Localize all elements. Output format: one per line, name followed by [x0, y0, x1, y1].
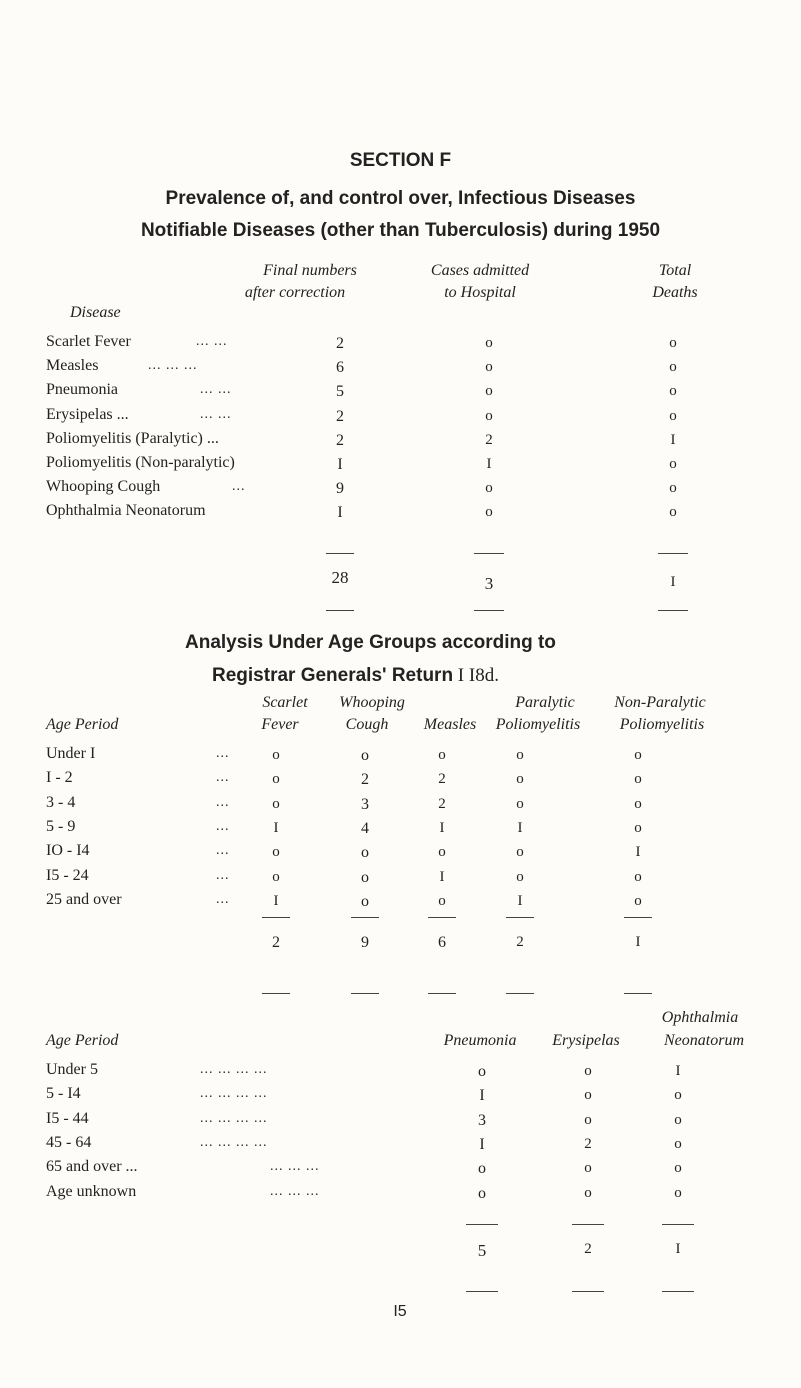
t3-row-dots: ... ... ... [270, 1183, 320, 1199]
t2-cell: 2 [361, 771, 369, 789]
t1-cell-final: I [337, 504, 343, 522]
t1-header-deaths-2: Deaths [652, 284, 698, 301]
t3-rule-bot [572, 1291, 604, 1292]
t3-row-dots: ... ... ... ... [200, 1134, 268, 1150]
t1-cell-cases: 2 [485, 431, 493, 448]
t2-cell: o [516, 844, 524, 861]
t2-row-label: I5 - 24 [46, 866, 89, 884]
t2-header-scarlet-2: Fever [261, 716, 299, 733]
t3-cell: o [478, 1063, 486, 1080]
t2-cell: I [517, 819, 523, 836]
t2-row-label: 3 - 4 [46, 793, 76, 811]
t2-cell: o [634, 747, 642, 763]
t2-total: I [635, 934, 641, 950]
t1-rule-bot-deaths [658, 610, 688, 611]
t2-cell: I [439, 868, 445, 885]
t2-cell: o [361, 868, 369, 886]
t1-row-dots: ... ... [196, 334, 228, 349]
t2-row-label: I - 2 [46, 769, 73, 787]
t3-rule-top [662, 1224, 694, 1225]
t1-cell-cases: o [485, 383, 493, 400]
section-title: SECTION F [349, 150, 452, 171]
t3-row-dots: ... ... ... [270, 1159, 320, 1175]
t2-cell: 4 [361, 819, 369, 837]
t1-cell-deaths: o [669, 383, 677, 400]
t2-header-scarlet-1: Scarlet [262, 694, 308, 711]
t2-cell: o [361, 844, 369, 862]
t3-cell: o [674, 1135, 682, 1152]
t2-header-measles: Measles [423, 716, 477, 733]
analysis-heading-bold: Registrar Generals' Return [212, 665, 454, 686]
t3-cell: o [584, 1184, 592, 1201]
t1-total-final: 28 [331, 568, 349, 587]
t2-cell: I [517, 892, 523, 909]
t2-row-dots: ... [216, 746, 230, 761]
t2-cell: o [516, 868, 524, 885]
t3-cell: I [675, 1063, 681, 1079]
t1-row-label: Ophthalmia Neonatorum [46, 502, 206, 520]
t2-header-whooping-2: Cough [345, 716, 389, 733]
t1-cell-final: 6 [336, 359, 344, 377]
t2-cell: o [438, 892, 446, 909]
t1-row-label: Measles [46, 357, 99, 375]
t2-rule-bot [624, 993, 652, 994]
t2-rule-bot [506, 993, 534, 994]
t3-row-label: Age unknown [46, 1182, 137, 1200]
t1-header-final-2: after correction [244, 284, 346, 301]
t3-cell: 3 [478, 1111, 486, 1129]
t2-total: 6 [438, 934, 446, 951]
t2-rule-top [262, 917, 290, 918]
t2-row-label: IO - I4 [46, 842, 90, 860]
t3-cell: o [674, 1160, 682, 1177]
t2-row-label: Under I [46, 745, 96, 762]
t2-cell: o [272, 795, 280, 812]
t1-rule-top-final [326, 553, 354, 554]
t1-cell-cases: o [485, 359, 493, 376]
t2-cell: o [438, 844, 446, 861]
t1-rule-bot-final [326, 610, 354, 611]
t1-row-dots: ... ... [200, 382, 232, 398]
t2-rule-top [506, 917, 534, 918]
t1-header-cases-1: Cases admitted [430, 262, 530, 279]
t3-header-erysipelas: Erysipelas [552, 1032, 620, 1049]
t3-row-label: 45 - 64 [46, 1133, 92, 1151]
t3-cell: o [674, 1184, 682, 1201]
t3-cell: I [479, 1135, 485, 1153]
t2-cell: o [438, 747, 446, 763]
t2-total: 9 [361, 934, 369, 951]
t1-cell-deaths: I [670, 431, 676, 448]
t2-cell: o [634, 819, 642, 836]
t3-total: 5 [477, 1241, 487, 1260]
t1-cell-cases: o [485, 335, 493, 351]
t2-row-label: 25 and over [46, 890, 122, 908]
t2-header-whooping-1: Whooping [339, 694, 405, 711]
t3-row-label: 5 - I4 [46, 1085, 81, 1103]
t3-cell: o [584, 1160, 592, 1177]
t3-row-dots: ... ... ... ... [200, 1086, 268, 1102]
t3-cell: 2 [584, 1135, 592, 1152]
t3-header-ophth-2: Neonatorum [664, 1032, 744, 1049]
t2-rule-bot [262, 993, 290, 994]
t3-header-ophth-1: Ophthalmia [661, 1009, 739, 1026]
t2-cell: I [635, 844, 641, 861]
t1-cell-cases: o [485, 407, 493, 424]
t3-header-age: Age Period [46, 1032, 119, 1049]
t3-row-label: I5 - 44 [46, 1109, 89, 1127]
t2-row-dots: ... [216, 818, 230, 834]
t2-rule-top [351, 917, 379, 918]
t1-row-dots: ... [232, 479, 246, 495]
t1-rule-top-deaths [658, 553, 688, 554]
t2-cell: o [516, 795, 524, 812]
t1-cell-final: 5 [336, 383, 344, 401]
t2-header-nonpar-2: Poliomyelitis [619, 716, 705, 733]
t2-header-nonpar-1: Non-Paralytic [614, 694, 706, 711]
t3-cell: o [478, 1184, 486, 1202]
t3-cell: o [584, 1087, 592, 1104]
t2-cell: I [273, 892, 279, 909]
t2-total: 2 [272, 934, 280, 951]
t2-cell: I [273, 819, 279, 836]
t1-cell-final: 9 [336, 480, 344, 498]
t2-cell: o [516, 747, 524, 763]
t3-rule-top [572, 1224, 604, 1225]
t2-header-paralytic-2: Poliomyelitis [495, 716, 581, 733]
t2-cell: 3 [361, 795, 369, 813]
t1-cell-final: 2 [336, 335, 344, 352]
t2-row-dots: ... [216, 867, 230, 883]
t2-cell: 2 [438, 771, 446, 788]
t1-row-label: Pneumonia [46, 381, 118, 399]
analysis-heading-line1: Analysis Under Age Groups according to [185, 632, 556, 653]
t3-row-dots: ... ... ... ... [200, 1062, 268, 1077]
t2-rule-bot [428, 993, 456, 994]
t2-cell: o [634, 892, 642, 909]
t3-cell: o [584, 1111, 592, 1128]
t2-row-dots: ... [216, 794, 230, 810]
t1-row-label: Poliomyelitis (Non-paralytic) [46, 454, 235, 471]
t1-row-label: Whooping Cough [46, 478, 161, 496]
t1-row-label: Poliomyelitis (Paralytic) ... [46, 429, 219, 447]
t1-cell-final: 2 [336, 431, 344, 449]
t3-rule-bot [466, 1291, 498, 1292]
t1-cell-deaths: o [669, 407, 677, 424]
t2-cell: o [516, 771, 524, 788]
t1-cell-final: 2 [336, 407, 344, 425]
t2-cell: o [634, 771, 642, 788]
t2-total: 2 [516, 934, 524, 950]
t3-rule-top [466, 1224, 498, 1225]
t3-header-pneumonia: Pneumonia [443, 1032, 517, 1049]
t2-cell: 2 [438, 795, 446, 812]
t2-cell: I [439, 819, 445, 836]
t1-row-label: Scarlet Fever [46, 333, 131, 350]
t2-rule-bot [351, 993, 379, 994]
t3-row-label: Under 5 [46, 1061, 98, 1078]
t1-cell-deaths: o [669, 335, 677, 351]
t2-header-age: Age Period [46, 716, 119, 733]
t1-cell-deaths: o [669, 480, 677, 497]
t1-header-disease: Disease [70, 304, 121, 321]
t3-cell: o [584, 1063, 592, 1079]
page-number: I5 [393, 1303, 407, 1320]
analysis-heading-line2 [212, 665, 499, 687]
t1-cell-deaths: o [669, 456, 677, 472]
t1-rule-top-cases [474, 553, 504, 554]
t3-cell: o [478, 1160, 486, 1178]
t1-total-deaths: I [670, 574, 676, 590]
t2-row-dots: ... [216, 770, 230, 786]
t1-row-label: Erysipelas ... [46, 405, 129, 423]
t2-cell: o [272, 771, 280, 788]
t1-cell-cases: I [486, 456, 492, 472]
t3-cell: o [674, 1111, 682, 1128]
t2-cell: o [634, 795, 642, 812]
t1-row-dots: ... ... [200, 406, 232, 422]
t2-header-paralytic-1: Paralytic [515, 694, 575, 711]
t2-cell: o [272, 868, 280, 885]
t1-row-dots: ... ... ... [148, 358, 198, 374]
t1-cell-deaths: o [669, 504, 677, 521]
t2-rule-top [624, 917, 652, 918]
t1-cell-cases: o [485, 504, 493, 521]
t1-header-final-1: Final numbers [263, 262, 357, 279]
t1-rule-bot-cases [474, 610, 504, 611]
t2-row-dots: ... [216, 891, 230, 907]
t2-cell: o [272, 844, 280, 861]
t2-cell: o [361, 747, 369, 764]
t2-row-label: 5 - 9 [46, 817, 76, 835]
t3-row-dots: ... ... ... ... [200, 1110, 268, 1126]
t2-rule-top [428, 917, 456, 918]
t2-cell: o [361, 892, 369, 910]
t1-cell-deaths: o [669, 359, 677, 376]
t1-cell-final: I [337, 456, 343, 473]
t3-total: I [675, 1241, 681, 1257]
t1-header-deaths-1: Total [658, 262, 692, 279]
t3-cell: I [479, 1087, 485, 1105]
t2-cell: o [272, 747, 280, 763]
t3-cell: o [674, 1087, 682, 1104]
t3-rule-bot [662, 1291, 694, 1292]
t3-row-label: 65 and over ... [46, 1158, 138, 1176]
analysis-heading-plain: I I8d. [457, 665, 499, 686]
t1-total-cases: 3 [484, 574, 494, 593]
t1-cell-cases: o [485, 480, 493, 497]
t3-total: 2 [584, 1241, 592, 1257]
main-heading-line1: Prevalence of, and control over, Infectious Diseases [165, 188, 636, 209]
t2-row-dots: ... [216, 843, 230, 859]
t2-cell: o [634, 868, 642, 885]
t1-header-cases-2: to Hospital [444, 284, 516, 301]
main-heading-line2: Notifiable Diseases (other than Tuberculosis) during 1950 [140, 220, 661, 241]
